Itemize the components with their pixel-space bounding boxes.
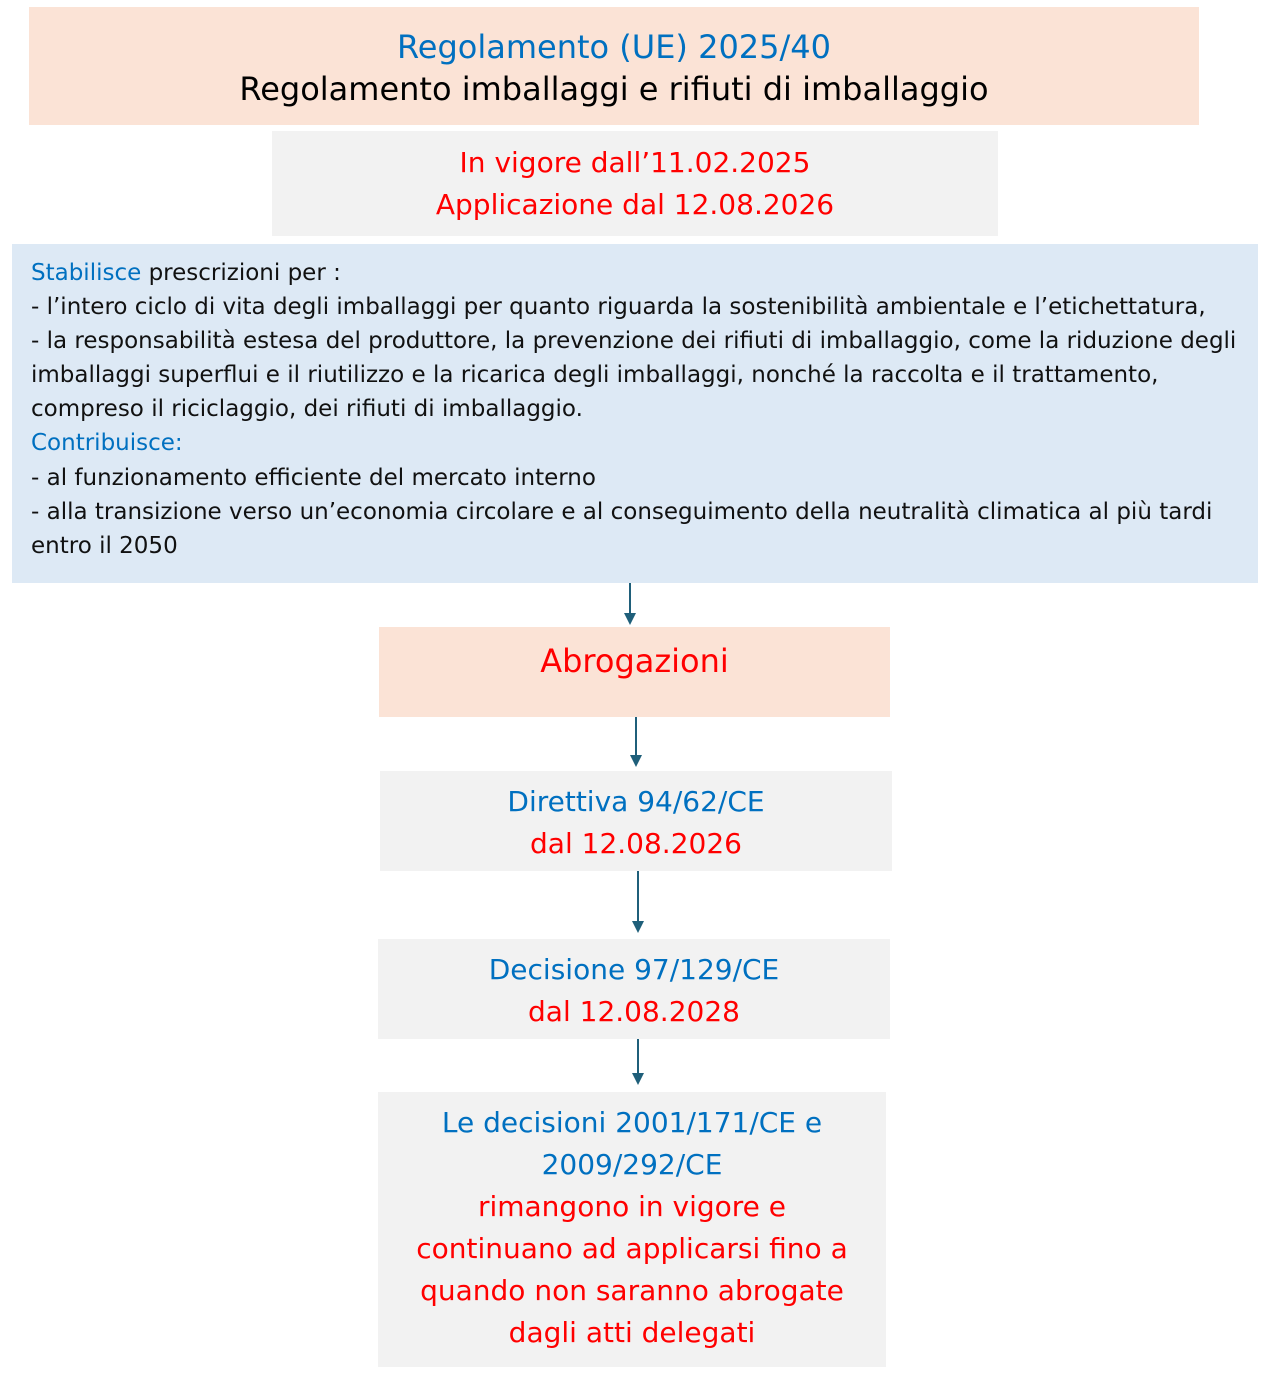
decision-name: Decisione 97/129/CE (488, 953, 780, 986)
remaining-status-line: dagli atti delegati (508, 1316, 756, 1349)
remaining-name-line: Le decisioni 2001/171/CE e (441, 1106, 823, 1139)
directive-name: Direttiva 94/62/CE (507, 785, 765, 818)
repeals-box (379, 627, 890, 717)
remaining-status-line: quando non saranno abrogate (420, 1274, 844, 1307)
remaining-name-line: 2009/292/CE (541, 1148, 723, 1181)
directive-date: dal 12.08.2026 (530, 827, 742, 860)
directive-box (380, 771, 892, 871)
arrow-down-icon (630, 871, 646, 935)
decision-date: dal 12.08.2028 (528, 995, 740, 1028)
arrow-down-icon (628, 717, 644, 769)
establishes-rest: prescrizioni per : (141, 260, 341, 286)
contributes-keyword: Contribuisce: (31, 430, 183, 457)
remaining-status-line: rimangono in vigore e (477, 1190, 787, 1223)
establishes-keyword: Stabilisce (31, 260, 142, 286)
establishes-item: - la responsabilità estesa del produttore, la prevenzione dei rifiuti di imballaggio, come la riduzione degli imballaggi superflui e il riutilizzo e la ricarica degli imballaggi, nonché la raccolta e il trattamento, compreso il riciclaggio, dei rifiuti di imballaggio. (31, 328, 1237, 423)
application-date: Applicazione dal 12.08.2026 (435, 188, 835, 221)
remaining-status-line: continuano ad applicarsi fino a (416, 1232, 848, 1265)
arrow-down-icon (630, 1039, 646, 1087)
contributes-item: - al funzionamento efficiente del mercato interno (31, 464, 596, 491)
establishes-heading (31, 256, 1242, 290)
regulation-name: Regolamento imballaggi e rifiuti di imballaggio (239, 70, 989, 108)
establishes-item: - l’intero ciclo di vita degli imballaggi per quanto riguarda la sostenibilità ambientale e l’etichettatura, (31, 294, 1206, 321)
regulation-title-box (29, 7, 1199, 125)
dates-box (272, 131, 998, 236)
arrow-down-icon (622, 583, 638, 627)
scope-box (12, 244, 1258, 583)
repeals-title: Abrogazioni (540, 642, 729, 680)
contributes-item: - alla transizione verso un’economia circolare e al conseguimento della neutralità climatica al più tardi entro il 2050 (31, 498, 1213, 559)
decision-box (378, 939, 890, 1039)
in-force-date: In vigore dall’11.02.2025 (459, 146, 811, 179)
regulation-id: Regolamento (UE) 2025/40 (396, 28, 832, 66)
remaining-decisions-box (378, 1092, 886, 1367)
